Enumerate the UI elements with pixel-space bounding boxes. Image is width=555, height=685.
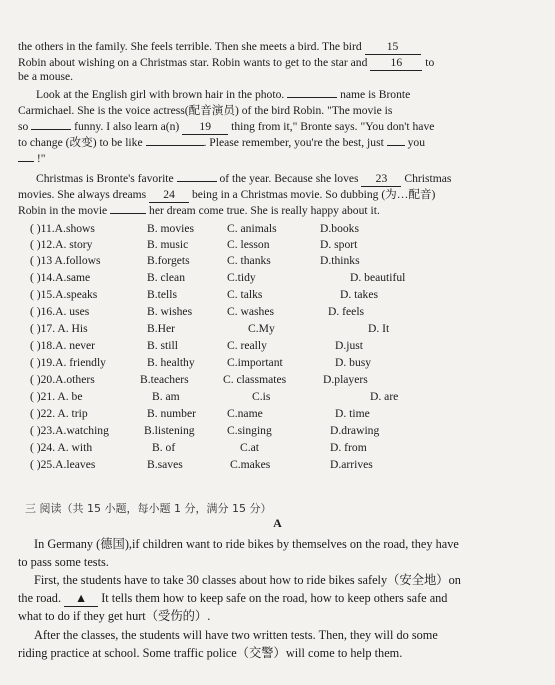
blank-22b xyxy=(177,181,217,182)
cloze-line xyxy=(36,172,555,187)
option-row xyxy=(30,372,530,387)
option-a[interactable]: ( )19.A. friendly xyxy=(30,356,106,369)
option-d[interactable]: D. takes xyxy=(340,288,378,301)
option-row xyxy=(30,321,530,336)
option-row xyxy=(30,221,530,236)
option-a[interactable]: ( )24. A. with xyxy=(30,441,93,454)
cloze-line xyxy=(18,188,538,203)
option-a[interactable]: ( )18.A. never xyxy=(30,339,96,352)
option-c[interactable]: C.tidy xyxy=(227,271,256,284)
cloze-text: so xyxy=(18,120,29,133)
passage-label: A xyxy=(273,516,282,530)
option-a[interactable]: ( )21. A. be xyxy=(30,390,83,403)
blank-25 xyxy=(110,213,146,214)
cloze-line xyxy=(18,40,538,55)
cloze-line xyxy=(18,204,538,218)
option-a[interactable]: ( )17. A. His xyxy=(30,322,88,335)
option-d[interactable]: D.drawing xyxy=(330,424,380,437)
option-row xyxy=(30,355,530,370)
cloze-text: Christmas xyxy=(404,172,452,185)
triangle-marker: ▲ xyxy=(75,591,88,605)
option-d[interactable]: D. sport xyxy=(320,238,358,251)
option-a[interactable]: ( )13 A.follows xyxy=(30,254,101,267)
cloze-line xyxy=(18,136,538,150)
option-b[interactable]: B. still xyxy=(147,339,178,352)
option-b[interactable]: B.teachers xyxy=(140,373,189,386)
option-d[interactable]: D.arrives xyxy=(330,458,373,471)
cloze-text: movies. She always dreams xyxy=(18,188,147,201)
cloze-text: Look at the English girl with brown hair in the photo. xyxy=(36,88,285,101)
option-d[interactable]: D.players xyxy=(323,373,368,386)
option-c[interactable]: C. talks xyxy=(227,288,263,301)
option-d[interactable]: D. time xyxy=(335,407,370,420)
option-c[interactable]: C.is xyxy=(252,390,271,403)
reading-line: In Germany (德国),if children want to ride bikes by themselves on the road, they have xyxy=(34,537,459,551)
option-row xyxy=(30,389,530,404)
option-c[interactable]: C.makes xyxy=(230,458,271,471)
blank-number: 15 xyxy=(386,40,399,53)
cloze-line xyxy=(18,152,538,166)
option-b[interactable]: B. movies xyxy=(147,222,195,235)
blank-20 xyxy=(146,145,204,146)
option-row xyxy=(30,338,530,353)
option-a[interactable]: ( )23.A.watching xyxy=(30,424,109,437)
cloze-text: be a mouse. xyxy=(18,70,74,83)
option-c[interactable]: C. thanks xyxy=(227,254,271,267)
cloze-text: thing from it," Bronte says. "You don't have xyxy=(231,120,435,133)
option-d[interactable]: D. busy xyxy=(335,356,372,369)
option-row xyxy=(30,406,530,421)
option-row xyxy=(30,304,530,319)
option-c[interactable]: C.at xyxy=(240,441,259,454)
cloze-line xyxy=(18,56,538,71)
option-a[interactable]: ( )11.A.shows xyxy=(30,222,95,235)
option-a[interactable]: ( )14.A.same xyxy=(30,271,91,284)
blank-24 xyxy=(149,188,189,203)
blank-number: 24 xyxy=(163,188,175,201)
cloze-line xyxy=(18,104,538,118)
cloze-text: of the year. Because she loves xyxy=(219,172,359,185)
cloze-text: to xyxy=(425,56,435,69)
blank-15 xyxy=(365,40,421,55)
option-d[interactable]: D. are xyxy=(370,390,399,403)
option-b[interactable]: B.tells xyxy=(147,288,177,301)
blank-number: 23 xyxy=(375,172,388,185)
blank-18 xyxy=(31,129,71,130)
option-c[interactable]: C.name xyxy=(227,407,263,420)
reading-line: what to do if they get hurt（受伤的）. xyxy=(18,609,211,623)
option-d[interactable]: D. from xyxy=(330,441,367,454)
cloze-text: Carmichael. She is the voice actress(配音演员) of the bird Robin. "The movie is xyxy=(18,104,393,117)
cloze-text: name is Bronte xyxy=(340,88,411,101)
reading-line: After the classes, the students will have two written tests. Then, they will do some xyxy=(34,628,438,642)
section-title: 三 阅读（共 15 小题，每小题 1 分，满分 15 分） xyxy=(25,502,272,515)
option-a[interactable]: ( )16.A. uses xyxy=(30,305,90,318)
option-row xyxy=(30,287,530,302)
cloze-line xyxy=(36,88,555,102)
cloze-text: funny. I also learn a(n) xyxy=(74,120,180,133)
blank-number: 19 xyxy=(199,120,211,133)
blank-23 xyxy=(361,172,401,187)
reading-text: the road. xyxy=(18,591,62,605)
option-c[interactable]: C.important xyxy=(227,356,283,369)
cloze-text: you xyxy=(407,136,426,149)
blank-number: 16 xyxy=(390,56,403,69)
option-b[interactable]: B.listening xyxy=(144,424,195,437)
option-a[interactable]: ( )12.A. story xyxy=(30,238,93,251)
cloze-text: Christmas is Bronte's favorite xyxy=(36,172,174,185)
blank-19 xyxy=(182,120,228,135)
cloze-text: Robin about wishing on a Christmas star. Robin wants to get to the star and xyxy=(18,56,368,69)
option-d[interactable]: D. beautiful xyxy=(350,271,406,284)
reading-line: riding practice at school. Some traffic police（交警）will come to help them. xyxy=(18,646,403,660)
option-c[interactable]: C. animals xyxy=(227,222,277,235)
option-c[interactable]: C.My xyxy=(248,322,275,335)
option-b[interactable]: B. music xyxy=(147,238,189,251)
option-c[interactable]: C. washes xyxy=(227,305,275,318)
option-row xyxy=(30,457,530,472)
option-c[interactable]: C. classmates xyxy=(223,373,287,386)
option-row xyxy=(30,253,530,268)
reading-line: to pass some tests. xyxy=(18,555,109,569)
cloze-text: !" xyxy=(36,152,46,165)
option-row xyxy=(30,423,530,438)
cloze-text: Robin in the movie xyxy=(18,204,108,217)
reading-line: First, the students have to take 30 classes about how to ride bikes safely（安全地）on xyxy=(34,573,461,587)
option-b[interactable]: B. clean xyxy=(147,271,185,284)
cloze-line xyxy=(18,70,538,84)
option-c[interactable]: C. really xyxy=(227,339,267,352)
blank-16 xyxy=(370,56,422,71)
option-b[interactable]: B. of xyxy=(152,441,176,454)
cloze-text: her dream come true. She is really happy about it. xyxy=(149,204,380,217)
option-a[interactable]: ( )25.A.leaves xyxy=(30,458,96,471)
option-c[interactable]: C. lesson xyxy=(227,238,270,251)
option-a[interactable]: ( )20.A.others xyxy=(30,373,95,386)
blank-22 xyxy=(18,161,34,162)
reading-line xyxy=(18,591,538,607)
cloze-text: . Please remember, you're the best, just xyxy=(203,136,384,149)
option-b[interactable]: B.Her xyxy=(147,322,176,335)
option-d[interactable]: D.just xyxy=(335,339,364,352)
option-b[interactable]: B. am xyxy=(152,390,180,403)
option-b[interactable]: B.saves xyxy=(147,458,183,471)
option-c[interactable]: C.singing xyxy=(227,424,272,437)
option-b[interactable]: B. healthy xyxy=(147,356,195,369)
option-b[interactable]: B. number xyxy=(147,407,196,420)
blank-17 xyxy=(287,97,337,98)
option-a[interactable]: ( )15.A.speaks xyxy=(30,288,98,301)
option-b[interactable]: B. wishes xyxy=(147,305,193,318)
cloze-line xyxy=(18,120,538,135)
cloze-text: being in a Christmas movie. So dubbing (为…配音) xyxy=(191,188,436,201)
option-row xyxy=(30,237,530,252)
cloze-text: the others in the family. She feels terrible. Then she meets a bird. The bird xyxy=(18,40,362,53)
option-d[interactable]: D. feels xyxy=(328,305,365,318)
option-d[interactable]: D.thinks xyxy=(320,254,360,267)
cloze-text: to change (改变) to be like xyxy=(18,136,143,149)
reading-text: It tells them how to keep safe on the road, how to keep others safe and xyxy=(101,591,448,605)
option-row xyxy=(30,270,530,285)
blank-21 xyxy=(387,145,405,146)
option-row xyxy=(30,440,530,455)
option-d[interactable]: D.books xyxy=(320,222,359,235)
option-a[interactable]: ( )22. A. trip xyxy=(30,407,88,420)
option-d[interactable]: D. It xyxy=(368,322,390,335)
question-blank xyxy=(64,591,98,607)
option-b[interactable]: B.forgets xyxy=(147,254,190,267)
